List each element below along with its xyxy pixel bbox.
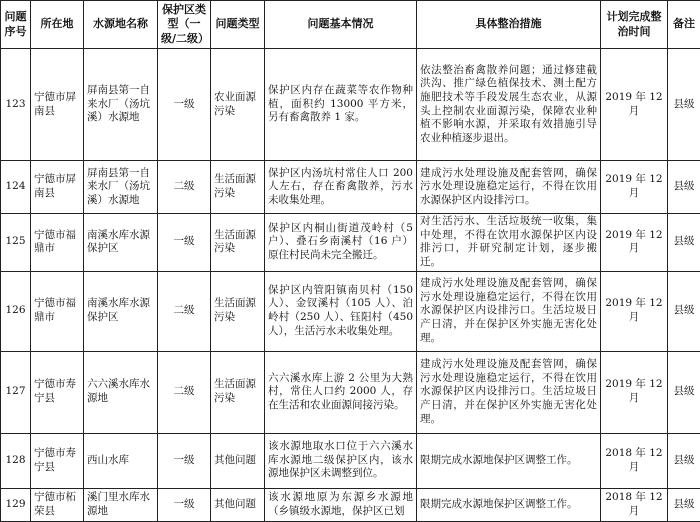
cell-seq: 126 (1, 271, 31, 351)
cell-seq: 123 (1, 49, 31, 161)
cell-level: 一级 (158, 214, 211, 272)
cell-deadline: 2018 年 12 月 (601, 433, 668, 488)
cell-location: 宁德市屏南县 (31, 161, 84, 214)
cell-situation: 保护区内存在蔬菜等农作物种植，面积约 13000 平方米，另有畜禽散养 1 家。 (265, 49, 417, 161)
cell-source: 屏南县第一自来水厂（汤坑溪）水源地 (84, 49, 158, 161)
cell-situation: 六六溪水库上游 2 公里为大熟村，常住人口约 2000 人，存在生活和农业面源间接污染。 (265, 351, 417, 433)
cell-measures: 限期完成水源地保护区调整工作。 (417, 433, 601, 488)
cell-seq: 124 (1, 161, 31, 214)
cell-source: 屏南县第一自来水厂（汤坑溪）水源地 (84, 161, 158, 214)
cell-deadline: 2019 年 12 月 (601, 161, 668, 214)
cell-level: 二级 (158, 351, 211, 433)
header-type: 问题类型 (211, 1, 265, 49)
cell-deadline: 2019 年 12 月 (601, 49, 668, 161)
cell-situation: 该水源地取水口位于六六溪水库水源地二级保护区内，该水源地保护区未调整到位。 (265, 433, 417, 488)
cell-measures: 建成污水处理设施及配套管网，确保污水处理设施稳定运行，不得在饮用水源保护区内设排污口。 (417, 161, 601, 214)
cell-source: 西山水库 (84, 433, 158, 488)
header-seq: 问题序号 (1, 1, 31, 49)
cell-level: 一级 (158, 488, 211, 521)
cell-location: 宁德市柘荣县 (31, 488, 84, 521)
cell-type: 其他问题 (211, 488, 265, 521)
cell-seq: 125 (1, 214, 31, 272)
cell-type: 生活面源污染 (211, 351, 265, 433)
header-measures: 具体整治措施 (417, 1, 601, 49)
cell-seq: 128 (1, 433, 31, 488)
cell-situation: 保护区内桐山街道茂岭村（5 户）、叠石乡南溪村（16 户）原住村民尚未完全搬迁。 (265, 214, 417, 272)
cell-note: 县级 (668, 214, 700, 272)
cell-note: 县级 (668, 488, 700, 521)
cell-measures: 建成污水处理设施及配套管网，确保污水处理设施稳定运行，不得在饮用水源保护区内设排污口。生活垃圾日产日清，并在保护区外实施无害化处理。 (417, 271, 601, 351)
header-level: 保护区类型（一级/二级） (158, 1, 211, 49)
header-row (1, 1, 700, 49)
cell-location: 宁德市福鼎市 (31, 271, 84, 351)
cell-source: 溪门里水库水源地 (84, 488, 158, 521)
cell-source: 南溪水库水源保护区 (84, 271, 158, 351)
cell-note: 县级 (668, 351, 700, 433)
cell-location: 宁德市屏南县 (31, 49, 84, 161)
cell-source: 南溪水库水源保护区 (84, 214, 158, 272)
cell-type: 生活面源污染 (211, 161, 265, 214)
header-location: 所在地 (31, 1, 84, 49)
table-row (1, 488, 700, 521)
cell-deadline: 2018 年 12 月 (601, 488, 668, 521)
cell-note: 县级 (668, 161, 700, 214)
cell-measures: 依法整治畜禽散养问题；通过修建截洪沟、推广绿色植保技术、测土配方施肥技术等手段发展生态农业，从源头上控制农业面源污染，保障农业种植不影响水源，并采取有效措施引导农业种植逐步退出。 (417, 49, 601, 161)
cell-type: 其他问题 (211, 433, 265, 488)
table-row (1, 49, 700, 161)
cell-source: 六六溪水库水源地 (84, 351, 158, 433)
cell-situation: 该水源地原为东源乡水源地（乡镇级水源地，保护区已划 (265, 488, 417, 521)
cell-deadline: 2019 年 12 月 (601, 351, 668, 433)
table-row (1, 433, 700, 488)
cell-seq: 129 (1, 488, 31, 521)
cell-situation: 保护区内汤坑村常住人口 200 人左右，存在畜禽散养，污水未收集处理。 (265, 161, 417, 214)
cell-note: 县级 (668, 49, 700, 161)
cell-measures: 限期完成水源地保护区调整工作。 (417, 488, 601, 521)
cell-level: 一级 (158, 433, 211, 488)
cell-level: 二级 (158, 161, 211, 214)
header-situation: 问题基本情况 (265, 1, 417, 49)
table-row (1, 214, 700, 272)
cell-level: 二级 (158, 271, 211, 351)
cell-type: 农业面源污染 (211, 49, 265, 161)
cell-deadline: 2019 年 12 月 (601, 271, 668, 351)
cell-location: 宁德市寿宁县 (31, 351, 84, 433)
cell-measures: 对生活污水、生活垃圾统一收集，集中处理，不得在饮用水源保护区内设排污口，并研究制定计划，逐步搬迁。 (417, 214, 601, 272)
cell-type: 生活面源污染 (211, 271, 265, 351)
cell-deadline: 2019 年 12 月 (601, 214, 668, 272)
header-deadline: 计划完成整治时间 (601, 1, 668, 49)
header-source: 水源地名称 (84, 1, 158, 49)
header-note: 备注 (668, 1, 700, 49)
table-row (1, 351, 700, 433)
cell-location: 宁德市寿宁县 (31, 433, 84, 488)
cell-situation: 保护区内管阳镇南贝村（150 人）、金钗溪村（105 人）、泊岭村（250 人）、钰阳村（450 人），生活污水未收集处理。 (265, 271, 417, 351)
table-row (1, 161, 700, 214)
cell-location: 宁德市福鼎市 (31, 214, 84, 272)
cell-seq: 127 (1, 351, 31, 433)
cell-type: 生活面源污染 (211, 214, 265, 272)
cell-measures: 建成污水处理设施及配套管网，确保污水处理设施稳定运行，不得在饮用水源保护区内设排污口。生活垃圾日产日清，并在保护区外实施无害化处理。 (417, 351, 601, 433)
cell-level: 一级 (158, 49, 211, 161)
cell-note: 县级 (668, 271, 700, 351)
cell-note: 县级 (668, 433, 700, 488)
table-row (1, 271, 700, 351)
